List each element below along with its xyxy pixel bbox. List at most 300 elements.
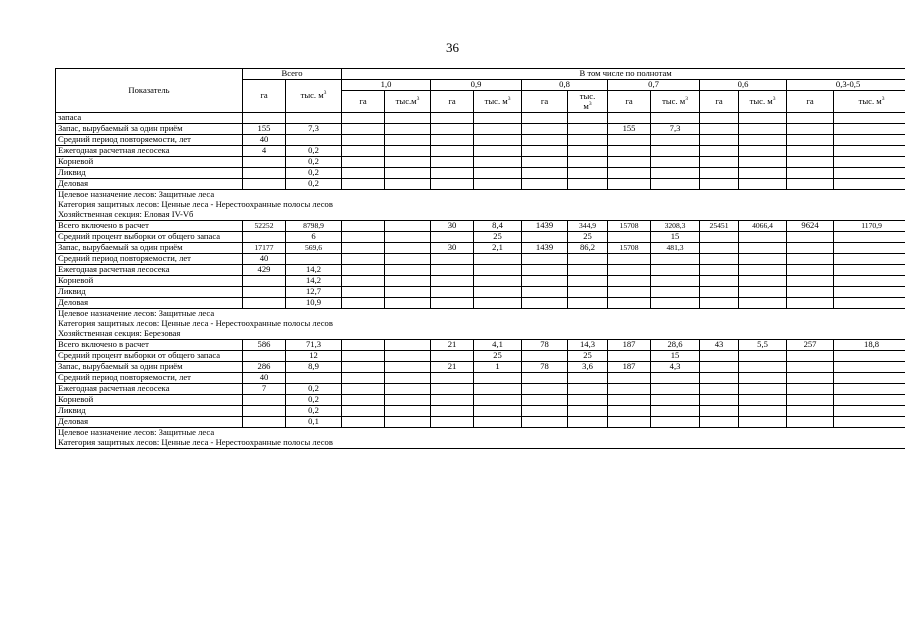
table-cell <box>834 276 905 287</box>
table-cell <box>385 351 431 362</box>
table-cell: 0,1 <box>286 417 342 428</box>
table-cell <box>700 351 739 362</box>
table-cell <box>342 254 385 265</box>
table-cell: 4,1 <box>474 340 522 351</box>
section-header-row <box>56 210 905 221</box>
table-cell <box>431 298 474 309</box>
table-cell <box>243 232 286 243</box>
table-cell: 187 <box>608 362 651 373</box>
section-header-line: Хозяйственная секция: Еловая IV-Vб <box>56 210 905 221</box>
table-row <box>56 417 905 428</box>
table-cell <box>700 417 739 428</box>
table-cell <box>787 179 834 190</box>
table-cell <box>286 373 342 384</box>
table-cell <box>700 146 739 157</box>
table-cell <box>522 113 568 124</box>
section-header-row <box>56 190 905 201</box>
table-cell <box>700 298 739 309</box>
table-cell <box>608 276 651 287</box>
table-cell <box>431 179 474 190</box>
table-cell: 12,7 <box>286 287 342 298</box>
table-row <box>56 384 905 395</box>
table-cell <box>474 265 522 276</box>
table-cell <box>787 254 834 265</box>
table-cell <box>700 406 739 417</box>
table-cell <box>243 406 286 417</box>
table-cell <box>568 287 608 298</box>
table-cell <box>431 395 474 406</box>
row-label: запаса <box>56 113 243 124</box>
table-cell <box>739 254 787 265</box>
section-header-line: Целевое назначение лесов: Защитные леса <box>56 309 905 320</box>
table-cell <box>342 362 385 373</box>
table-cell <box>834 362 905 373</box>
table-cell <box>568 384 608 395</box>
table-cell <box>608 298 651 309</box>
table-cell <box>385 168 431 179</box>
table-row <box>56 243 905 254</box>
table-cell: 15 <box>651 351 700 362</box>
table-cell <box>700 243 739 254</box>
table-cell: 25 <box>568 351 608 362</box>
table-row <box>56 168 905 179</box>
table-cell <box>787 395 834 406</box>
table-cell <box>608 232 651 243</box>
table-cell: 155 <box>243 124 286 135</box>
table-cell <box>834 298 905 309</box>
header-total-volume: тыс. $м^3$ <box>286 80 342 113</box>
table-cell <box>431 417 474 428</box>
row-label: Деловая <box>56 298 243 309</box>
table-cell <box>651 179 700 190</box>
row-label: Средний период повторяемости, лет <box>56 373 243 384</box>
table-cell <box>739 362 787 373</box>
table-cell <box>522 287 568 298</box>
table-cell <box>739 351 787 362</box>
table-cell: 8,4 <box>474 221 522 232</box>
table-cell <box>568 113 608 124</box>
table-cell <box>608 384 651 395</box>
table-cell <box>787 362 834 373</box>
table-cell <box>739 406 787 417</box>
table-cell <box>608 265 651 276</box>
table-cell: 6 <box>286 232 342 243</box>
header-unit-volume: тыс. $м^3$ <box>651 91 700 113</box>
table-header <box>56 69 905 113</box>
table-cell <box>522 298 568 309</box>
table-cell: 569,6 <box>286 243 342 254</box>
table-cell: 25 <box>568 232 608 243</box>
row-label: Ежегодная расчетная лесосека <box>56 384 243 395</box>
table-cell <box>385 406 431 417</box>
table-cell: 17177 <box>243 243 286 254</box>
row-label: Ликвид <box>56 287 243 298</box>
table-cell <box>431 232 474 243</box>
table-cell <box>834 287 905 298</box>
table-cell: 8,9 <box>286 362 342 373</box>
header-unit-volume: $тыс.м^3$ <box>385 91 431 113</box>
table-cell <box>608 254 651 265</box>
table-cell: 4,3 <box>651 362 700 373</box>
table-row <box>56 287 905 298</box>
table-row <box>56 135 905 146</box>
table-cell <box>739 113 787 124</box>
table-cell <box>739 384 787 395</box>
table-cell <box>608 395 651 406</box>
table-cell <box>431 135 474 146</box>
table-row <box>56 395 905 406</box>
table-cell: 15 <box>651 232 700 243</box>
table-cell <box>522 254 568 265</box>
row-label: Запас, вырубаемый за один приём <box>56 243 243 254</box>
table-cell <box>787 287 834 298</box>
table-cell: 12 <box>286 351 342 362</box>
table-cell: 429 <box>243 265 286 276</box>
table-cell <box>651 298 700 309</box>
row-label: Средний период повторяемости, лет <box>56 254 243 265</box>
table-cell <box>651 373 700 384</box>
table-cell: 30 <box>431 243 474 254</box>
table-cell <box>342 232 385 243</box>
table-cell <box>834 157 905 168</box>
table-cell <box>522 373 568 384</box>
table-cell <box>651 157 700 168</box>
table-cell <box>651 135 700 146</box>
header-indicator: Показатель <box>56 69 243 113</box>
table-cell <box>700 135 739 146</box>
table-cell <box>385 254 431 265</box>
table-cell <box>474 157 522 168</box>
table-cell <box>608 351 651 362</box>
table-cell <box>700 287 739 298</box>
table-cell <box>787 351 834 362</box>
table-cell <box>787 113 834 124</box>
header-unit-ha: га <box>608 91 651 113</box>
table-cell: 1170,9 <box>834 221 905 232</box>
table-cell <box>385 384 431 395</box>
table-cell <box>608 373 651 384</box>
table-cell <box>700 232 739 243</box>
table-cell: 5,5 <box>739 340 787 351</box>
table-cell <box>651 395 700 406</box>
table-cell <box>834 168 905 179</box>
table-cell <box>651 113 700 124</box>
table-cell: 344,9 <box>568 221 608 232</box>
table-cell <box>342 287 385 298</box>
table-row <box>56 265 905 276</box>
table-cell <box>342 179 385 190</box>
table-cell: 1 <box>474 362 522 373</box>
header-by-density: В том числе по полнотам <box>342 69 905 80</box>
section-header-row <box>56 438 905 449</box>
table-cell <box>608 417 651 428</box>
table-cell: 1439 <box>522 221 568 232</box>
table-cell: 18,8 <box>834 340 905 351</box>
row-label: Корневой <box>56 395 243 406</box>
table-cell <box>739 373 787 384</box>
table-cell <box>342 221 385 232</box>
table-cell <box>522 351 568 362</box>
table-cell <box>700 384 739 395</box>
table-cell <box>474 298 522 309</box>
table-row <box>56 232 905 243</box>
table-cell <box>474 395 522 406</box>
table-cell: 52252 <box>243 221 286 232</box>
table-cell <box>739 146 787 157</box>
table-cell <box>342 243 385 254</box>
table-cell <box>431 265 474 276</box>
row-label: Корневой <box>56 276 243 287</box>
table-cell <box>608 146 651 157</box>
table-cell <box>342 113 385 124</box>
header-unit-ha: га <box>431 91 474 113</box>
table-row <box>56 157 905 168</box>
table-cell <box>522 124 568 135</box>
header-unit-ha: га <box>342 91 385 113</box>
header-unit-volume: тыс. $м^3$ <box>474 91 522 113</box>
table-cell <box>834 179 905 190</box>
table-cell <box>474 276 522 287</box>
section-header-line: Хозяйственная секция: Березовая <box>56 329 905 340</box>
table-cell <box>385 395 431 406</box>
table-cell <box>342 298 385 309</box>
table-cell <box>474 254 522 265</box>
header-total: Всего <box>243 69 342 80</box>
table-cell <box>834 113 905 124</box>
table-cell <box>834 254 905 265</box>
table-cell: 30 <box>431 221 474 232</box>
table-row <box>56 179 905 190</box>
table-row <box>56 340 905 351</box>
header-unit-ha: га <box>700 91 739 113</box>
row-label: Деловая <box>56 179 243 190</box>
table-cell <box>700 265 739 276</box>
row-label: Корневой <box>56 157 243 168</box>
table-cell <box>431 373 474 384</box>
table-cell <box>651 168 700 179</box>
section-header-line: Целевое назначение лесов: Защитные леса <box>56 428 905 439</box>
table-cell <box>286 254 342 265</box>
table-cell <box>522 157 568 168</box>
table-cell <box>834 243 905 254</box>
table-cell <box>787 232 834 243</box>
table-cell: 3208,3 <box>651 221 700 232</box>
row-label: Всего включено в расчет <box>56 340 243 351</box>
table-cell <box>568 146 608 157</box>
header-density-0-6: 0,6 <box>700 80 787 91</box>
table-cell <box>342 340 385 351</box>
section-header-row <box>56 428 905 439</box>
table-cell <box>739 124 787 135</box>
section-header-row <box>56 329 905 340</box>
table-cell <box>834 146 905 157</box>
table-cell <box>342 265 385 276</box>
table-cell: 78 <box>522 362 568 373</box>
row-label: Деловая <box>56 417 243 428</box>
table-cell <box>651 254 700 265</box>
table-cell <box>286 113 342 124</box>
table-cell <box>834 417 905 428</box>
table-cell <box>651 417 700 428</box>
table-cell <box>431 276 474 287</box>
table-cell <box>700 395 739 406</box>
table-cell <box>385 124 431 135</box>
table-row <box>56 113 905 124</box>
table-cell <box>834 135 905 146</box>
table-cell <box>243 157 286 168</box>
table-cell <box>568 179 608 190</box>
table-cell: 9624 <box>787 221 834 232</box>
table-cell <box>342 168 385 179</box>
table-cell <box>431 146 474 157</box>
table-cell <box>385 362 431 373</box>
table-cell: 0,2 <box>286 146 342 157</box>
table-cell <box>787 373 834 384</box>
table-cell <box>474 373 522 384</box>
table-cell <box>787 124 834 135</box>
table-cell <box>787 168 834 179</box>
table-cell <box>608 179 651 190</box>
table-cell <box>700 362 739 373</box>
table-cell <box>787 157 834 168</box>
table-cell: 0,2 <box>286 157 342 168</box>
table-cell <box>342 406 385 417</box>
table-cell <box>787 243 834 254</box>
table-cell: 21 <box>431 362 474 373</box>
table-cell <box>431 406 474 417</box>
table-cell <box>522 406 568 417</box>
table-cell <box>385 276 431 287</box>
row-label: Всего включено в расчет <box>56 221 243 232</box>
header-density-1-0: 1,0 <box>342 80 431 91</box>
table-cell <box>474 179 522 190</box>
table-row <box>56 373 905 384</box>
table-cell <box>739 232 787 243</box>
table-cell <box>522 168 568 179</box>
table-cell <box>243 395 286 406</box>
table-cell: 28,6 <box>651 340 700 351</box>
table-cell <box>787 135 834 146</box>
table-cell <box>700 254 739 265</box>
table-cell <box>739 168 787 179</box>
table-cell: 0,2 <box>286 384 342 395</box>
table-cell <box>608 157 651 168</box>
row-label: Средний период повторяемости, лет <box>56 135 243 146</box>
table-cell: 286 <box>243 362 286 373</box>
table-cell <box>739 298 787 309</box>
table-cell: 21 <box>431 340 474 351</box>
table-cell <box>651 406 700 417</box>
table-cell <box>700 113 739 124</box>
table-cell <box>342 417 385 428</box>
table-cell <box>739 417 787 428</box>
table-cell <box>651 265 700 276</box>
table-cell: 14,2 <box>286 265 342 276</box>
table-cell: 7,3 <box>286 124 342 135</box>
table-cell <box>568 417 608 428</box>
table-cell <box>522 384 568 395</box>
table-cell <box>834 384 905 395</box>
table-cell <box>834 265 905 276</box>
section-header-row <box>56 200 905 210</box>
table-body <box>56 113 905 449</box>
table-cell <box>243 113 286 124</box>
table-cell <box>474 417 522 428</box>
table-cell <box>342 276 385 287</box>
table-cell <box>474 168 522 179</box>
table-cell <box>739 395 787 406</box>
table-cell: 7,3 <box>651 124 700 135</box>
table-cell: 1439 <box>522 243 568 254</box>
table-cell <box>385 287 431 298</box>
table-cell <box>474 406 522 417</box>
header-density-0-7: 0,7 <box>608 80 700 91</box>
table-cell <box>474 113 522 124</box>
table-cell <box>834 232 905 243</box>
table-cell <box>431 157 474 168</box>
table-cell <box>651 287 700 298</box>
table-cell: 0,2 <box>286 395 342 406</box>
table-cell <box>243 287 286 298</box>
table-row <box>56 254 905 265</box>
table-cell <box>568 157 608 168</box>
table-cell <box>431 384 474 395</box>
table-cell <box>739 287 787 298</box>
header-density-0-8: 0,8 <box>522 80 608 91</box>
table-cell <box>739 265 787 276</box>
table-cell: 0,2 <box>286 168 342 179</box>
table-cell <box>608 113 651 124</box>
section-header-row <box>56 319 905 329</box>
section-header-line: Целевое назначение лесов: Защитные леса <box>56 190 905 201</box>
table-row <box>56 362 905 373</box>
table-cell <box>739 179 787 190</box>
table-cell <box>522 265 568 276</box>
table-cell <box>568 254 608 265</box>
table-cell <box>651 146 700 157</box>
table-cell: 3,6 <box>568 362 608 373</box>
table-cell <box>608 406 651 417</box>
table-cell: 4066,4 <box>739 221 787 232</box>
table-cell <box>431 254 474 265</box>
table-cell <box>431 287 474 298</box>
table-cell <box>342 157 385 168</box>
table-cell <box>568 373 608 384</box>
row-label: Запас, вырубаемый за один приём <box>56 124 243 135</box>
table-cell <box>522 232 568 243</box>
header-unit-volume: тыс. $м^3$ <box>834 91 905 113</box>
table-cell: 4 <box>243 146 286 157</box>
table-cell <box>522 146 568 157</box>
table-cell <box>700 124 739 135</box>
table-cell: 71,3 <box>286 340 342 351</box>
table-cell: 14,2 <box>286 276 342 287</box>
table-cell <box>342 146 385 157</box>
table-cell <box>385 232 431 243</box>
table-row <box>56 276 905 287</box>
table-cell <box>342 135 385 146</box>
table-cell <box>431 168 474 179</box>
table-cell <box>243 179 286 190</box>
table-cell <box>608 168 651 179</box>
table-cell <box>608 287 651 298</box>
table-cell <box>700 168 739 179</box>
table-cell: 15708 <box>608 221 651 232</box>
header-density-0-3-0-5: 0,3-0,5 <box>787 80 905 91</box>
table-cell <box>385 135 431 146</box>
table-cell <box>243 417 286 428</box>
row-label: Запас, вырубаемый за один приём <box>56 362 243 373</box>
